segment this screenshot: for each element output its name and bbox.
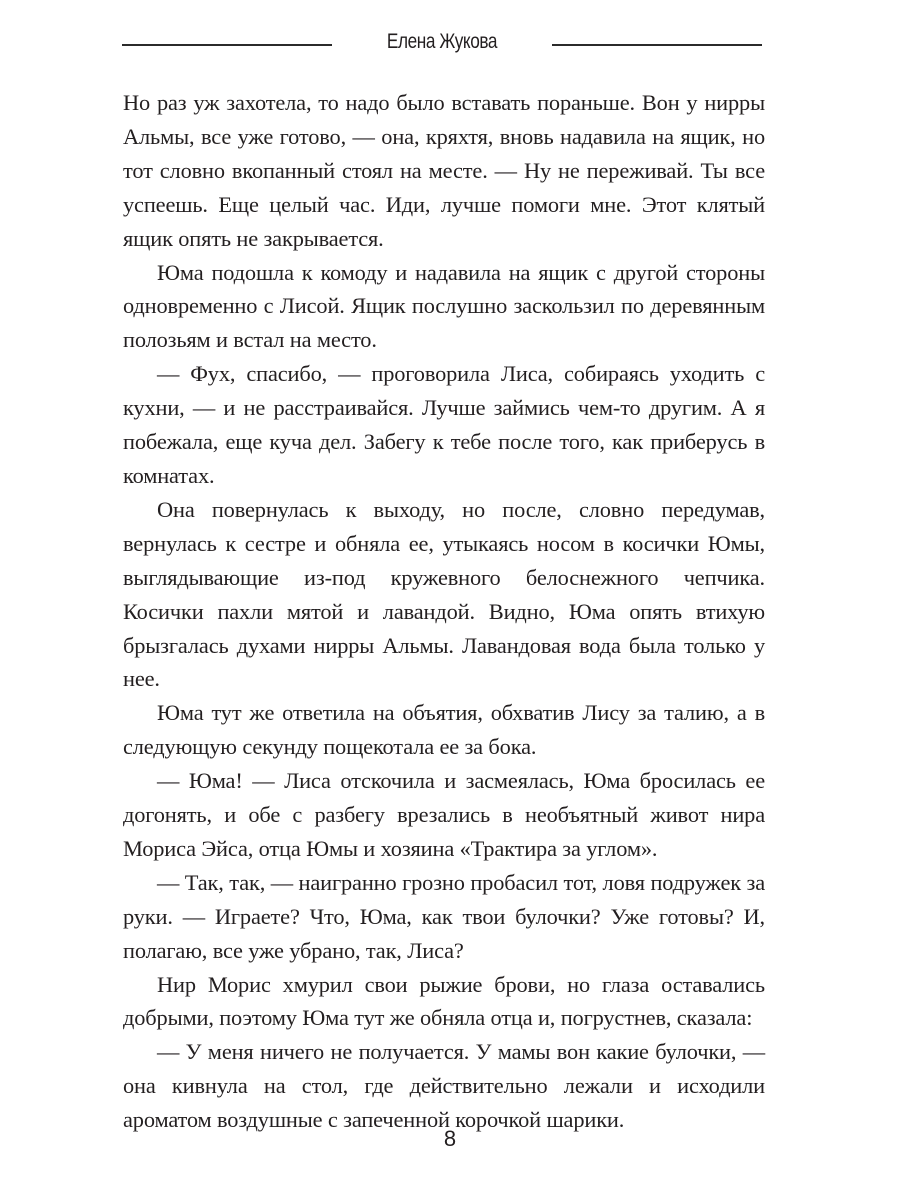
paragraph: — Так, так, — наигранно грозно пробасил тот, ловя подружек за руки. — Играете? Что, Юма, как твои булочки? Уже готовы? И, полагаю, все уже убрано, так, Лиса? xyxy=(123,869,765,963)
header-rule-left xyxy=(122,44,332,46)
running-header xyxy=(122,28,762,64)
running-title: Елена Жукова xyxy=(386,30,498,53)
paragraph: Она повернулась к выходу, но после, словно передумав, вернулась к сестре и обняла ее, утыкаясь носом в косички Юмы, выглядывающие из-под кружевного белоснежного чепчика. Косички пахли мятой и лавандой. Видно, Юма опять втихую брызгалась духами нирры Альмы. Лавандовая вода была только у нее. xyxy=(123,496,765,692)
page-body xyxy=(123,86,765,1137)
page-number: 8 xyxy=(443,1126,457,1151)
paragraph: — Юма! — Лиса отскочила и засмеялась, Юма бросилась ее догонять, и обе с разбегу врезались в необъятный живот нира Мориса Эйса, отца Юмы и хозяина «Трактира за углом». xyxy=(123,768,765,861)
header-rule-right xyxy=(552,44,762,46)
paragraph: Нир Морис хмурил свои рыжие брови, но глаза оставались добрыми, поэтому Юма тут же обняла отца и, погрустнев, сказала: xyxy=(123,971,765,1031)
paragraph: Юма подошла к комоду и надавила на ящик с другой стороны одновременно с Лисой. Ящик послушно заскользил по деревянным полозьям и встал на место. xyxy=(123,259,765,353)
paragraph: Но раз уж захотела, то надо было вставать пораньше. Вон у нирры Альмы, все уже готово, — она, кряхтя, вновь надавила на ящик, но тот словно вкопанный стоял на месте. — Ну не переживай. Ты все успеешь. Еще целый час. Иди, лучше помоги мне. Этот клятый ящик опять не закрывается. xyxy=(123,90,765,251)
paragraph: — Фух, спасибо, — проговорила Лиса, собираясь уходить с кухни, — и не расстраивайся. Лучше займись чем-то другим. А я побежала, еще куча дел. Забегу к тебе после того, как приберусь в комнатах. xyxy=(123,361,765,488)
paragraph: Юма тут же ответила на объятия, обхватив Лису за талию, а в следующую секунду пощекотала ее за бока. xyxy=(123,700,765,760)
paragraph: — У меня ничего не получается. У мамы вон какие булочки, — она кивнула на стол, где действительно лежали и исходили ароматом воздушные с запеченной корочкой шарики. xyxy=(123,1039,765,1133)
